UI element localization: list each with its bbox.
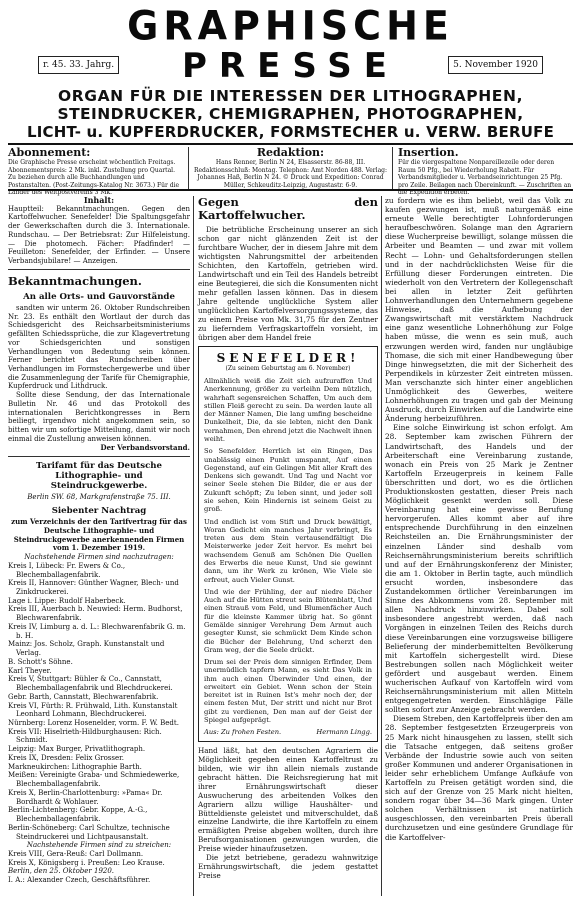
supplement-title: Siebenter Nachtrag [51,506,147,517]
column-2 [198,196,378,880]
list-item: Gebr. Barth, Cannstatt, Blechwarenfabrik. [8,692,159,701]
poem-stanza: Allmählich weiß die Zeit sich aufzuraffen Und Anerkennung, größer zu verleihn Dem nützlich, wahrhaft segensreichen Schaffen, Um auch dem stillen Fleiß gerecht zu sein. Da werden laute all der Männer Namen, Die lang umfing bescheidne Dunkelheit, Die, da sie lebten, nicht den Dank vernahmen, Den ehrend jetzt die Nachwelt ihnen weiht. [204,377,372,444]
list-item: Kreis V, Stuttgart: Bühler & Co., Cannstatt, Blechemballagenfabrik und Blechdruckerei. [8,675,173,693]
list-item: Kreis VI, Fürth: R. Frühwald, Lith. Kunstanstalt Leonhard Lohmann, Blechdruckerei. [8,701,178,719]
masthead-subtitle-1: ORGAN FÜR DIE INTERESSEN DER LITHOGRAPHEN, [57,87,524,105]
insertion-title: Insertion. [398,146,459,159]
divider [8,456,190,457]
poem-box [198,346,378,742]
supplement-note-add: Nachstehende Firmen sind nachzutragen: [24,553,174,562]
contents-text: Hauptteil: Bekanntmachungen. Gegen den Kartoffelwucher. Senefelder! Die Spaltungsgefahr der Gewerkschaften durch die 3. Internationale. Rundschau. — Der Betriebsrat: Zur Hilfeleistung. — Die photomech. Fächer: Pfadfinder! — Feuilleton: Senefelder, der Erfinder. — Unsere Verbandsjubilare! — Anzeigen. [8,204,190,266]
contents-heading: Inhalt: [83,195,115,205]
masthead-subtitle-3: LICHT- u. KUPFERDRUCKER, FORMSTECHER u. VERW. BERUFE [26,123,555,141]
list-item: Kreis X, Berlin-Charlottenburg: »Pama« Dr. Bordhardt & Wohlauer. [8,788,163,806]
poem-source: Aus: Zu frohen Festen. [204,728,282,737]
list-item: Kreis X, Königsberg i. Preußen: Leo Krause. [8,858,165,867]
masthead-title-bottom: PRESSE [182,46,399,86]
issue-date: 5. November 1920 [448,56,543,74]
masthead-title-top: GRAPHISCHE [127,2,454,50]
poem-stanza: Und endlich ist vom Stift und Druck bewältigt, Woran Gedicht ein manches Jahr verbringt, Es treten aus dem Stein vertausendfältigt Die Meisterwerke jeder Zeit hervor. Es mehrt bei wachsendem Genuß am Schönen Die Quellen des Erwerbs die neue Kunst, Und sie gewinnt dann, um ihr Werk zu krönen, Wie Viele sie erfreut, auch Vieler Gunst. [204,517,372,584]
list-item: Berlin-Schöneberg: Carl Schultze, technische Steindruckerei und Lichtpausanstalt. [8,823,170,841]
insertion-info [398,147,573,197]
list-item: Kreis IX, Dresden: Felix Grosser. [8,753,124,762]
supplement-note-remove: Nachstehende Firmen sind zu streichen: [26,841,172,850]
issue-number: r. 45. 33. Jahrg. [38,56,119,74]
tariff-office-address: Berlin SW. 68, Markgrafenstraße 75. III. [27,493,171,502]
announcements-title: Bekanntmachungen. [8,273,142,288]
list-item: Berlin-Lichtenberg: Gebr. Koppe, A.-G., Blechemballagenfabrik. [8,806,148,824]
list-item: Leipzig: Max Burger, Privatlithograph. [8,745,146,754]
list-item: Kreis VIII, Gera-Reuß: Carl Dollmann. [8,850,144,858]
subscription-text: Die Graphische Presse erscheint wöchentlich Freitags. Abonnementspreis: 2 Mk. inkl. Zustellung pro Quartal. Zu beziehen durch alle Buchhandlungen und Postanstalten. (Post-Zeitungs-Katalog Nr. 3673.) Für die Länder des Weltpostvereins 3 Mk. [8,159,180,196]
announcements-paragraph: sandten wir unterm 26. Oktober Rundschreiben Nr. 23. Es enthält den Wortlaut der durch das Schiedsgericht des Reichsarbeitsministeriums gefällten Schiedssprüche, die zur Klagevertretung vor Schiedsgerichten und sonstigen Verhandlungen von Bedeutung sein können. Ferner berichtet das Rundschreiben über Verhandlungen im Formstechergewerbe und über die Zusammenlegung der Tarife für Chemigraphie, Kupferdruck und Lithdruck. [8,303,190,391]
firm-list-add [8,562,190,842]
editorial-title: Redaktion: [256,146,325,159]
article-title-kartoffelwucher: Gegen den Kartoffelwucher. [198,195,378,222]
tariff-office-title: Tarifamt für das Deutsche Lithographie- und Steindruckgewerbe. [35,461,163,492]
list-item: Nürnberg: Lorenz Hosenelder, vorm. F. W. Bedt. [8,718,179,727]
column-1 [8,196,190,885]
editorial-info [188,147,393,189]
signature-line: I. A.: Alexander Czech, Geschäftsführer. [8,876,151,885]
list-item: Lage i. Lippe: Rudolf Haberbeck. [8,596,126,605]
subscription-info [8,147,183,197]
list-item: Markneukirchen: Lithographie Barth. [8,762,142,771]
masthead [8,2,573,141]
poem-stanza: Drum sei der Preis dem sinnigen Erfinder, Dem unermüdlich tapfern Mann, es sieht Das Volk in ihm auch einen Überwinder Und einen, der erweitert ein Gebiet. Wenn schon der Stein bereitet ist in Ruinen Ist's mehr noch der, der einem festen Mut, Der stritt und nicht nur Brot gibt zu verdienen, Den man auf der Geist der Spiegel aufgeprägt. [204,658,372,725]
announcements-paragraph: Sollte diese Sendung, der das Internationale Bulletin Nr. 46 und das Protokoll des internationalen Berichtkongresses in Bern beiliegt, irgendwo nicht angekommen sein, so bitten wir um sofortige Mitteilung, damit wir noch einmal die Zustellung anweisen können. [8,391,190,443]
info-bar [8,143,573,196]
insertion-text: Für die viergespaltene Nonpareillezeile oder deren Raum 50 Pfg., bei Wiederholung Rabatt. Für Verbandsmitglieder u. Verbandseinrichtungen 25 Pfg. pro Zeile. Beilagen nach Übereinkunft. — Zuschriften an die Expedition erbeten. [398,159,572,196]
article-paragraph: Hand läßt, hat den deutschen Agrariern die Möglichkeit gegeben einen Kartoffeltrust zu bilden, wie wir ihn allein niemals zustande gebracht hätten. Die Reichsregierung hat mit ihrer Ernährungswirtschaft dieser Auswucherung des arbeitenden Volkes den Agrariern allzu willige Haushälter- und Bütteldienste geleistet und mitverschuldet, daß einzelne Landwirte, die ihre Kartoffeln zu einem ermäßigten Preise abgeben wollten, durch ihre Berufsorganisationen gezwungen wurden, die Preise wieder hinaufzusetzen. [198,745,378,854]
supplement-subtitle: zum Verzeichnis der den Tarifvertrag für das Deutsche Lithographie- und Steindruckgewerbe anerkennenden Firmen vom 1. Dezember 1919. [11,517,187,553]
firm-list-remove [8,850,190,867]
list-item: B. Schott's Söhne. [8,657,73,666]
article-paragraph: Eine solche Einwirkung ist schon erfolgt. Am 28. September kam zwischen Führern der Landwirtschaft, des Handels und der Arbeiterschaft eine Vereinbarung zustande, wonach ein Preis von 25 Mark je Zentner Kartoffeln Erzeugerpreis in keinem Falle überschritten und dort, wo es die örtlichen Produktionskosten gestatten, dieser Preis nach Möglichkeit gesenkt werden soll. Diese Vereinbarung hat eine gewisse Berufung hervorgerufen. Alles kommt aber auf ihre entsprechende Durchführung in den einzelnen Reichsteilen an. Die Ernährungsminister der einzelnen Länder sind deshalb vom Reichsernährungsministerium bereits schriftlich und auf der Ernährungskonferenz der Minister, die am 1. Oktober in Berlin tagte, auch mündlich ersucht worden, insbesondere das Zustandekommen örtlicher Vereinbarungen im Sinne des Abkommens vom 28. September mit allen Nachdruck hinzuwirken. Dabei soll insbesondere angestrebt werden, daß nach Vorgängen in einzelnen Teilen des Reichs durch diese Vereinbarungen eine vorzugsweise billigere Belieferung der minderbemittelten Bevölkerung mit Kartoffeln sichergestellt wird. Diese Bestrebungen sollen nach Möglichkeit weiter gefördert und ausgebaut werden. Einem wucherischen Aufkauf von Kartoffeln wird vom Reichsernährungsministerium mit allen Mitteln entgegengetreten werden. Einschlägige Fälle sollten sofort zur Anzeige gebracht werden. [385,423,573,715]
poem-title: SENEFELDER! [216,350,360,365]
poem-stanza: So Senefelder. Herrlich ist ein Ringen, Das unablässig einen Punkt umspannt, Auf einen Gegenstand, auf ein Gelingen Mit aller Kraft des Denkens sich gewandt. Und Tag und Nacht vor seiner Seele stehen Die Bilder, die er aus der Zukunft schöpft; Zu leben sinnt, und jeder soll sie sehen, Kein Hindernis ist seinem Geist zu groß. [204,447,372,514]
dateline: Berlin, den 25. Oktober 1920. [8,867,115,876]
column-divider [193,196,194,896]
list-item: Meißen: Vereinigte Graba- und Schmiedewerke, Blechemballagenfabrik. [8,771,180,789]
announcements-subtitle: An alle Orts- und Gauvorstände [23,291,175,302]
column-divider [381,196,382,896]
article-paragraph: Die jetzt betriebene, geradezu wahnwitzige Ernährungswirtschaft, die jedem gestattet Preise [198,853,378,881]
poem-author: Hermann Lingg. [316,728,372,737]
poem-footer [204,728,372,736]
list-item: Karl Theyer. [8,666,52,675]
announcements-signature: Der Verbandsvorstand. [100,442,190,452]
list-item: Kreis I, Lübeck: Fr. Ewers & Co., Blechemballagenfabrik. [8,561,126,579]
newspaper-page [8,2,573,894]
article-paragraph: Die betrübliche Erscheinung unserer an sich schon gar nicht glänzenden Zeit ist der furchtbare Wucher, der in diesem Jahre mit dem wichtigsten Nahrungsmittel der arbeitenden Schichten, den Kartoffeln, getrieben wird. Landwirtschaft und ein Teil des Handels betreibt eine Beutegierei, die sich die Konsumenten nicht mehr gefallen lassen können. Das in diesem Jahre geltende unglückliche System aller unglücklichen Kartoffelversorgungssysteme, das zu einem Preise von Mk. 31,75 für den Zentner zu lieferndem Verfragskartoffeln vorsieht, im übrigen aber dem Handel freie [198,225,378,342]
article-paragraph: zu fordern wie es ihm beliebt, weil das Volk zu kaufen gezwungen ist, muß naturgemäß eine erneute Welle berechtigter Lohnforderungen heraufbeschwören. Solange man den Agrariern diese Wucherpreise bewilligt, solange müssen die Arbeiter und Beamten — und zwar mit vollem Recht — Lohn- und Gehaltsforderungen stellen und in der nachdrücklichsten Weise für die Erfüllung dieser Forderungen eintreten. Die wiederholt von den Vertretern der Kollegenschaft bei allen in letzter Zeit geführten Lohnverhandlungen den Unternehmern gegebene Hinweise, daß die Aufhebung der Zwangswirtschaft mit verstärktem Nachdruck eine ganz wesentliche Lohnerhöhung zur Folge haben müsse, die wenn es sein muß, auch erzwungen werden wird, fanden nur ungläubige Thomase, die sich mit einer Handbewegung über Dinge hinwegsetzten, die mit der Sicherheit des Perpendikels in kürzester Zeit eintreten müssen. Man verschanzte sich hinter einer angeblichen Unmöglichkeit des Gewerbes, weitere Lohnerhöhungen zu tragen und gab der Meinung Ausdruck, durch Einwirken auf die Landwirte eine Änderung herbeizuführen. [385,196,573,424]
list-item: Kreis IV, Limburg a. d. L.: Blechwarenfabrik G. m. b. H. [8,622,186,640]
list-item: Kreis II, Hannover: Günther Wagner, Blech- und Zinkdruckerei. [8,579,179,596]
list-item: Kreis VII: Hiselrieth-Hildburghausen: Rich. Schmidt. [8,727,162,745]
article-paragraph: Diesem Streben, den Kartoffelpreis über den am 28. September festgesetzten Erzeugerpreis von 25 Mark nicht hinausgehen zu lassen, stellt sich die Tatsache entgegen, daß seitens großer Verbände der Industrie sowie auch von seiten großer Kommunen und anderer Organisationen in leider sehr erheblichem Umfange Aufkäufe von Kartoffeln zu Preisen getätigt worden sind, die sich auf der Grenze von 25 Mark nicht hielten, sondern rogar über 34—36 Mark gingen. Unter solchen Verhältnissen ist natürlich ausgeschlossen, den vereinbarten Preis überall durchzusetzen und eine gesündere Grundlage für die Kartoffelver- [385,714,573,842]
column-3 [385,196,573,842]
masthead-subtitle-2: STEINDRUCKER, CHEMIGRAPHEN, PHOTOGRAPHEN, [57,105,524,123]
list-item: Kreis III, Auerbach b. Neuwied: Herm. Budhorst, Blechwarenfabrik. [8,605,183,623]
contents-box [8,196,190,270]
poem-stanza: Und wie der Frühling, der auf niedre Dächer Auch auf die Hütten streut sein Blütenblatt, Und einen Strauß vom Feld, und Blumenfächer Auch für die kleinste Kammer übrig hat. So gönnt Gemälde sinniger Verehrung Dem Armut auch gesegter Kunst, sie schmückt Dem Kinde schon die Bücher der Belehrung, Und scherzt den Gram weg, der die Seele drückt. [204,587,372,654]
poem-subtitle: (Zu seinem Geburtstag am 6. November) [225,364,351,372]
editorial-text: Hans Renner, Berlin N 24, Elsasserstr. 86-88, III. Redaktionsschluß: Montag. Telephon: Amt Norden 488. Verlag: Johannes Haß, Berlin N 24. © Druck und Expedition: Conrad Müller, Schkeuditz-Leipzig, Augustastr. 6-9. [193,159,388,189]
list-item: Mainz: Jos. Scholz, Graph. Kunstanstalt und Verlag. [8,640,165,658]
subscription-title: Abonnement: [8,146,91,159]
